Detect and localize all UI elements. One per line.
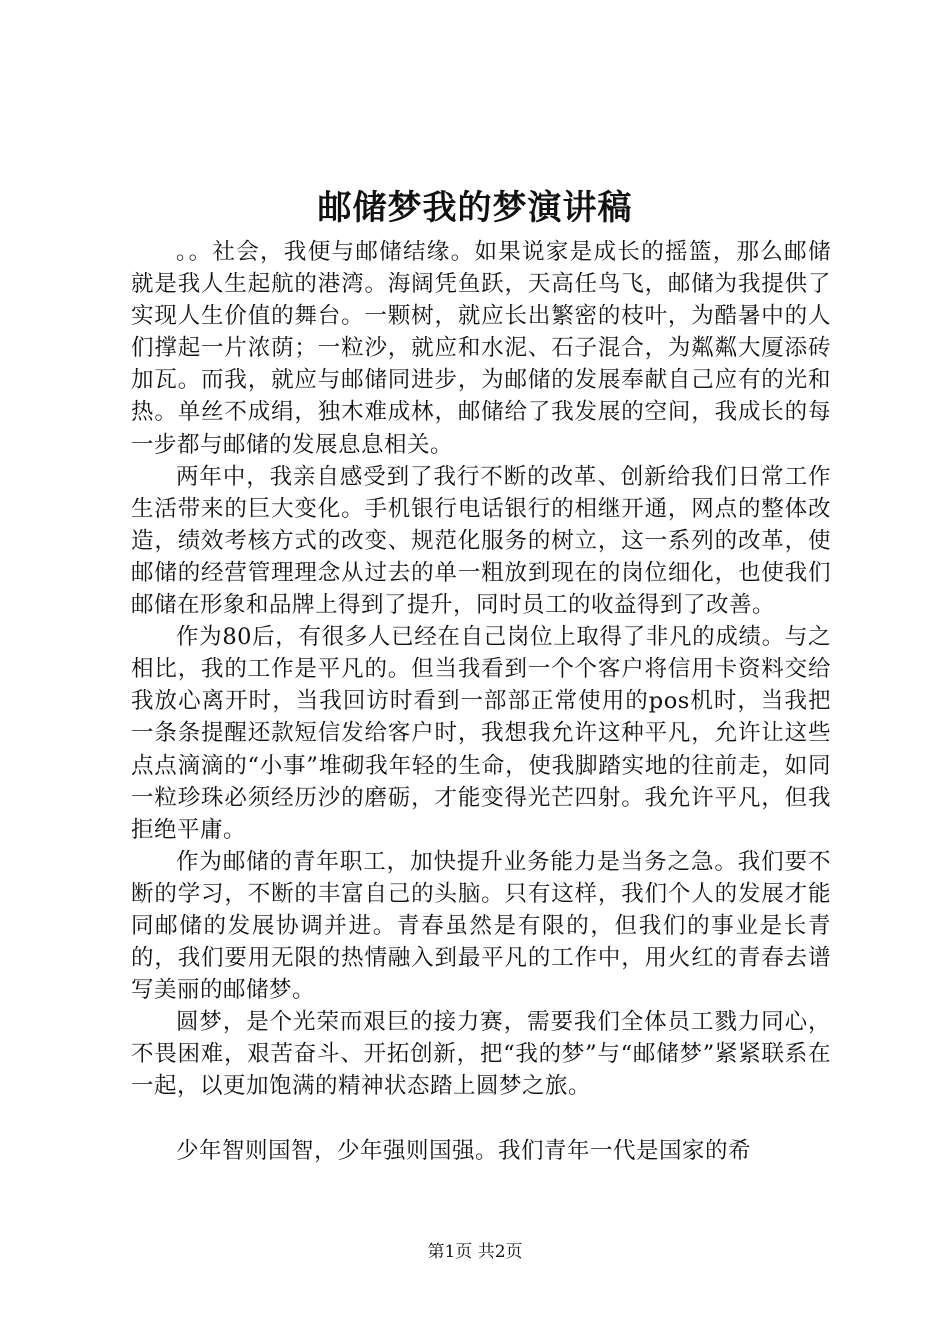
paragraph: 作为邮储的青年职工，加快提升业务能力是当务之急。我们要不断的学习，不断的丰富自己的头脑。只有这样，我们个人的发展才能同邮储的发展协调并进。青春虽然是有限的，但我们的事业是长青的，我们要用无限的热情融入到最平凡的工作中，用火红的青春去谱写美丽的邮储梦。	[131, 848, 831, 1004]
paragraph: 少年智则国智，少年强则国强。我们青年一代是国家的希	[176, 1137, 752, 1164]
paragraph: 两年中，我亲自感受到了我行不断的改革、创新给我们日常工作生活带来的巨大变化。手机银行电话银行的相继开通，网点的整体改造，绩效考核方式的改变、规范化服务的树立，这一系列的改革，使邮储的经营管理理念从过去的单一粗放到现在的岗位细化，也使我们邮储在形象和品牌上得到了提升，同时员工的收益得到了改善。	[131, 463, 831, 619]
paragraph: 。。社会，我便与邮储结缘。如果说家是成长的摇篮，那么邮储就是我人生起航的港湾。海阔凭鱼跃，天高任鸟飞，邮储为我提供了实现人生价值的舞台。一颗树，就应长出繁密的枝叶，为酷暑中的人们撑起一片浓荫；一粒沙，就应和水泥、石子混合，为粼粼大厦添砖加瓦。而我，就应与邮储同进步，为邮储的发展奉献自己应有的光和热。单丝不成绢，独木难成林，邮储给了我发展的空间，我成长的每一步都与邮储的发展息息相关。	[131, 239, 831, 458]
paragraph: 作为80后，有很多人已经在自己岗位上取得了非凡的成绩。与之相比，我的工作是平凡的。但当我看到一个个客户将信用卡资料交给我放心离开时，当我回访时看到一部部正常使用的pos机时，当我把一条条提醒还款短信发给客户时，我想我允许这种平凡，允许让这些点点滴滴的“小事”堆砌我年轻的生命，使我脚踏实地的往前走，如同一粒珍珠必须经历沙的磨砺，才能变得光芒四射。我允许平凡，但我拒绝平庸。	[131, 624, 831, 843]
document-body	[131, 236, 831, 1167]
document-title: 邮储梦我的梦演讲稿	[317, 188, 633, 228]
paragraph: 圆梦，是个光荣而艰巨的接力赛，需要我们全体员工戮力同心，不畏困难，艰苦奋斗、开拓创新，把“我的梦”与“邮储梦”紧紧联系在一起，以更加饱满的精神状态踏上圆梦之旅。	[131, 1009, 831, 1100]
page-number: 第1页 共2页	[427, 1242, 523, 1262]
